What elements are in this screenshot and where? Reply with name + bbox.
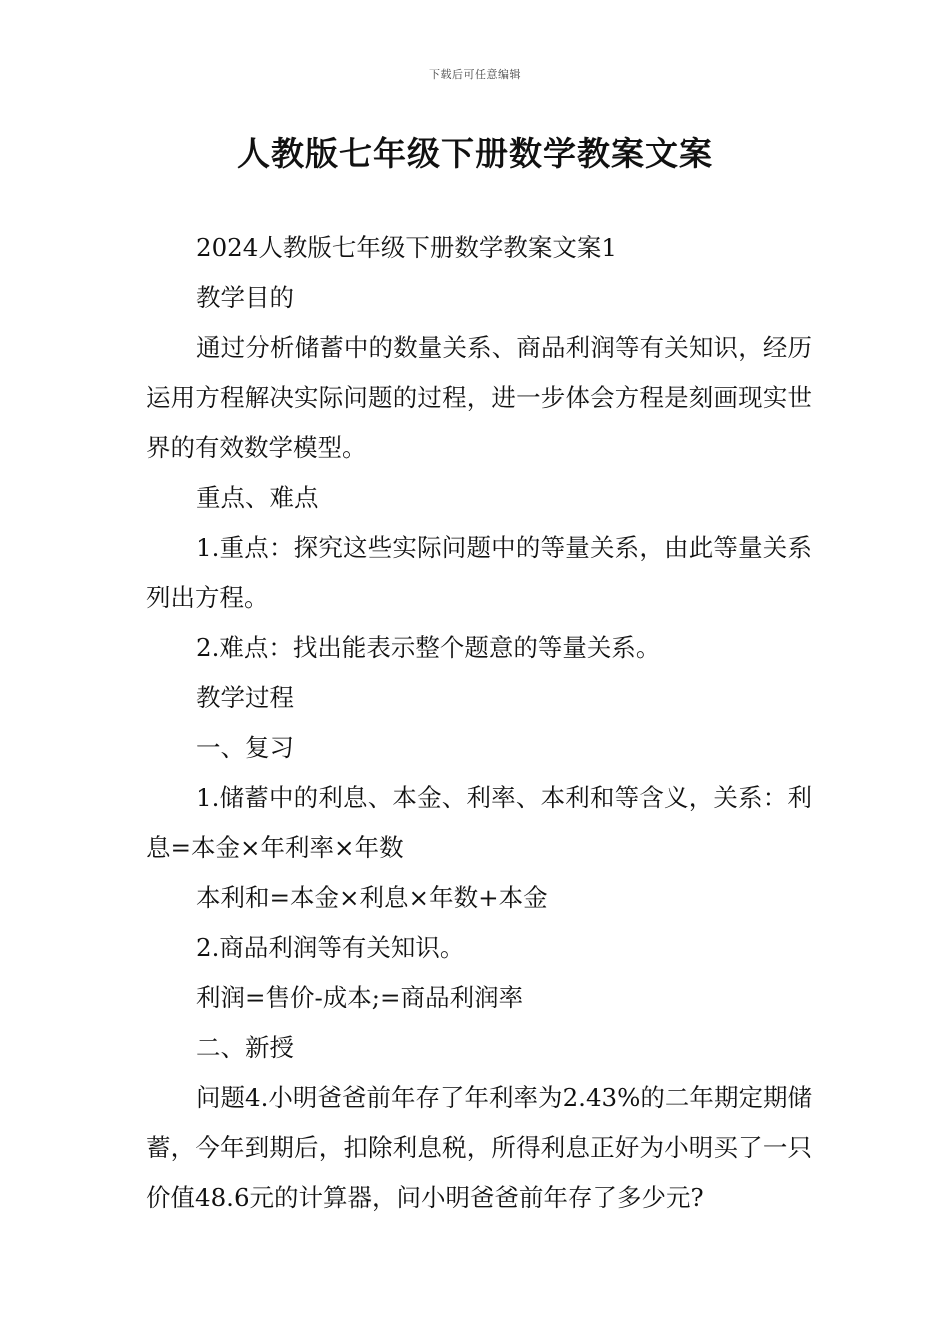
heading-new-lesson: 二、新授: [196, 1033, 294, 1062]
header-note: 下载后可任意编辑: [429, 68, 521, 81]
heading-review: 一、复习: [196, 733, 294, 762]
paragraph-review-1: 1.储蓄中的利息、本金、利率、本利和等含义，关系：利息=本金×年利率×年数: [146, 783, 812, 862]
document-title: 人教版七年级下册数学教案文案: [237, 134, 713, 173]
heading-objectives: 教学目的: [196, 283, 294, 312]
paragraph-key-point-2: 2.难点：找出能表示整个题意的等量关系。: [196, 633, 661, 662]
formula-principal-interest: 本利和=本金×利息×年数+本金: [196, 883, 548, 912]
paragraph-objectives: 通过分析储蓄中的数量关系、商品利润等有关知识，经历运用方程解决实际问题的过程，进一步体会方程是刻画现实世界的有效数学模型。: [146, 333, 812, 462]
paragraph-problem-4: 问题4.小明爸爸前年存了年利率为2.43%的二年期定期储蓄，今年到期后，扣除利息税，所得利息正好为小明买了一只价值48.6元的计算器，问小明爸爸前年存了多少元?: [146, 1083, 812, 1212]
section-heading: 2024人教版七年级下册数学教案文案1: [196, 233, 617, 262]
document-body: [146, 223, 812, 1223]
paragraph-review-2: 2.商品利润等有关知识。: [196, 933, 465, 962]
formula-profit: 利润=售价-成本;=商品利润率: [196, 983, 524, 1012]
heading-key-points: 重点、难点: [196, 483, 319, 512]
paragraph-key-point-1: 1.重点：探究这些实际问题中的等量关系，由此等量关系列出方程。: [146, 533, 812, 612]
heading-process: 教学过程: [196, 683, 294, 712]
